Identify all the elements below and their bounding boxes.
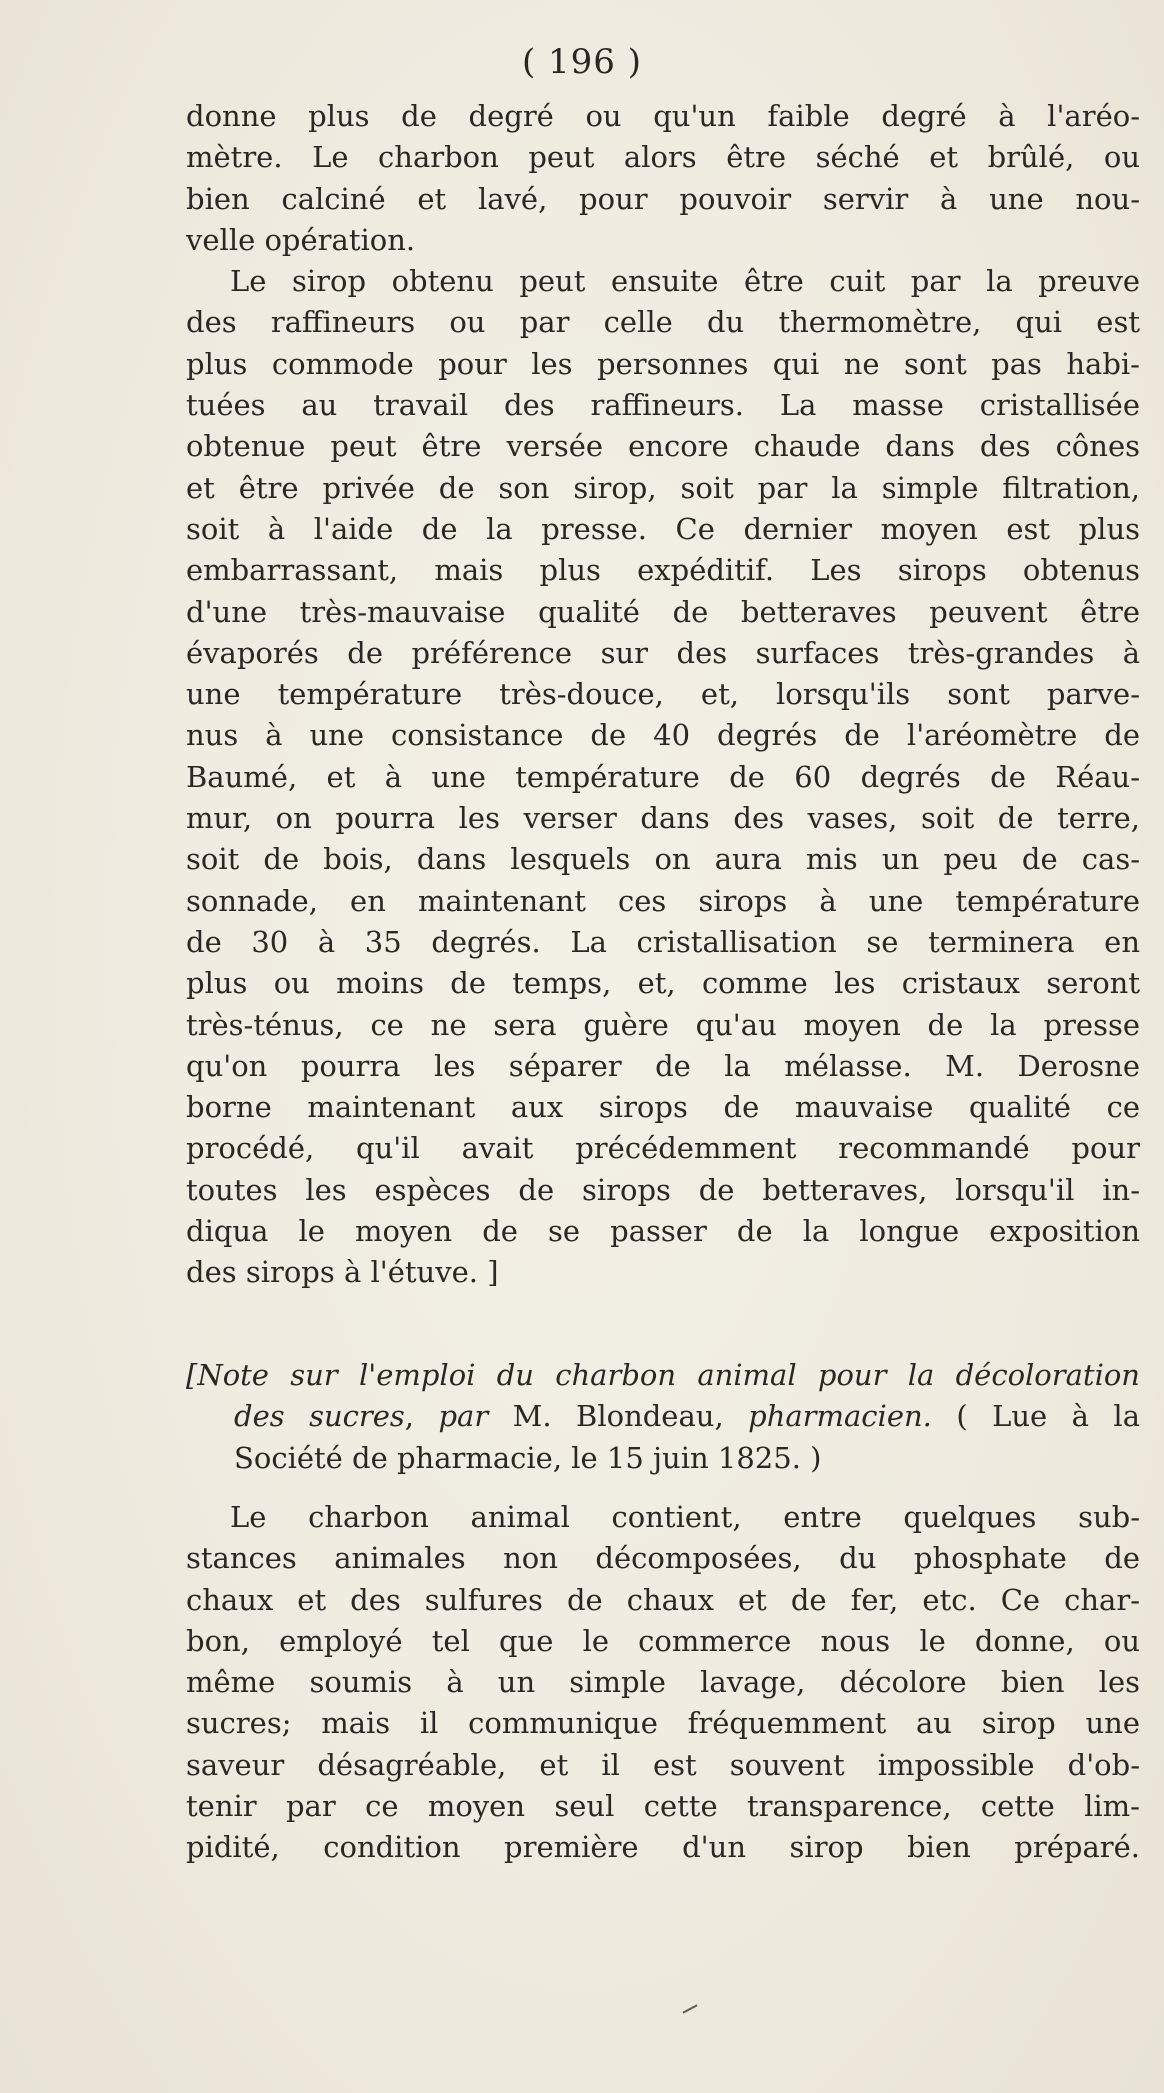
text-line: bien calciné et lavé, pour pouvoir servir à une nou- [186,181,1140,216]
text-line: plus ou moins de temps, et, comme les cristaux seront [186,966,1140,1001]
text-line: mur, on pourra les verser dans des vases, soit de terre, [186,801,1140,836]
text-line: tenir par ce moyen seul cette transparence, cette lim- [186,1789,1140,1824]
text-line: saveur désagréable, et il est souvent impossible d'ob- [186,1747,1140,1782]
note-author: M. Blondeau, [488,1399,749,1434]
note-heading [186,1355,1140,1479]
paragraph-first-line: Le sirop obtenu peut ensuite être cuit par la preuve [230,264,1140,299]
text-line: tuées au travail des raffineurs. La masse cristallisée [186,388,1140,423]
note-body [186,1497,1140,1869]
main-text-block [186,96,1140,1294]
text-line: une température très-douce, et, lorsqu'ils sont parve- [186,677,1140,712]
text-line: d'une très-mauvaise qualité de betteraves peuvent être [186,594,1140,629]
text-line: plus commode pour les personnes qui ne sont pas habi- [186,346,1140,381]
note-reading-open: ( Lue à la [931,1399,1141,1434]
text-line: stances animales non décomposées, du phosphate de [186,1541,1140,1576]
note-par: par [438,1399,489,1434]
note-separator: , [404,1399,439,1434]
text-line: nus à une consistance de 40 degrés de l'aréomètre de [186,718,1140,753]
text-line: diqua le moyen de se passer de la longue exposition [186,1214,1140,1249]
text-line: soit de bois, dans lesquels on aura mis un peu de cas- [186,842,1140,877]
note-heading-line [186,1396,1140,1437]
text-line: embarrassant, mais plus expéditif. Les sirops obtenus [186,553,1140,588]
note-heading-line: Société de pharmacie, le 15 juin 1825. ) [234,1440,822,1475]
text-line: des sirops à l'étuve. ] [186,1255,499,1290]
text-line: même soumis à un simple lavage, décolore bien les [186,1665,1140,1700]
text-line: soit à l'aide de la presse. Ce dernier moyen est plus [186,511,1140,546]
text-line: sonnade, en maintenant ces sirops à une température [186,883,1140,918]
text-line: pidité, condition première d'un sirop bien préparé. [186,1830,1140,1865]
ink-mark [682,2004,697,2013]
text-line: donne plus de degré ou qu'un faible degré à l'aréo- [186,99,1140,133]
text-line: de 30 à 35 degrés. La cristallisation se terminera en [186,924,1140,959]
text-line: procédé, qu'il avait précédemment recommandé pour [186,1131,1140,1166]
text-line: bon, employé tel que le commerce nous le donne, ou [186,1623,1140,1658]
text-line: Baumé, et à une température de 60 degrés de Réau- [186,759,1140,794]
text-line: obtenue peut être versée encore chaude dans des cônes [186,429,1140,464]
note-heading-line [186,1355,1140,1396]
text-line: toutes les espèces de sirops de betteraves, lorsqu'il in- [186,1172,1140,1207]
paragraph-first-line: Le charbon animal contient, entre quelques sub- [230,1500,1140,1534]
text-line: très-ténus, ce ne sera guère qu'au moyen de la presse [186,1007,1140,1042]
text-line: borne maintenant aux sirops de mauvaise qualité ce [186,1090,1140,1125]
note-title: [Note sur l'emploi du charbon animal pour la décoloration [186,1358,1140,1392]
text-line: évaporés de préférence sur des surfaces très-grandes à [186,635,1140,670]
text-line: qu'on pourra les séparer de la mélasse. M. Derosne [186,1048,1140,1083]
text-line: sucres; mais il communique fréquemment au sirop une [186,1706,1140,1741]
note-author-role: pharmacien. [748,1399,932,1434]
text-line: des raffineurs ou par celle du thermomètre, qui est [186,305,1140,340]
text-line: et être privée de son sirop, soit par la simple filtration, [186,470,1140,505]
text-line: velle opération. [186,222,416,257]
text-line: mètre. Le charbon peut alors être séché et brûlé, ou [186,140,1140,175]
note-title-end: des sucres [234,1399,405,1434]
page-number: ( 196 ) [521,42,643,82]
text-line: chaux et des sulfures de chaux et de fer, etc. Ce char- [186,1582,1140,1617]
